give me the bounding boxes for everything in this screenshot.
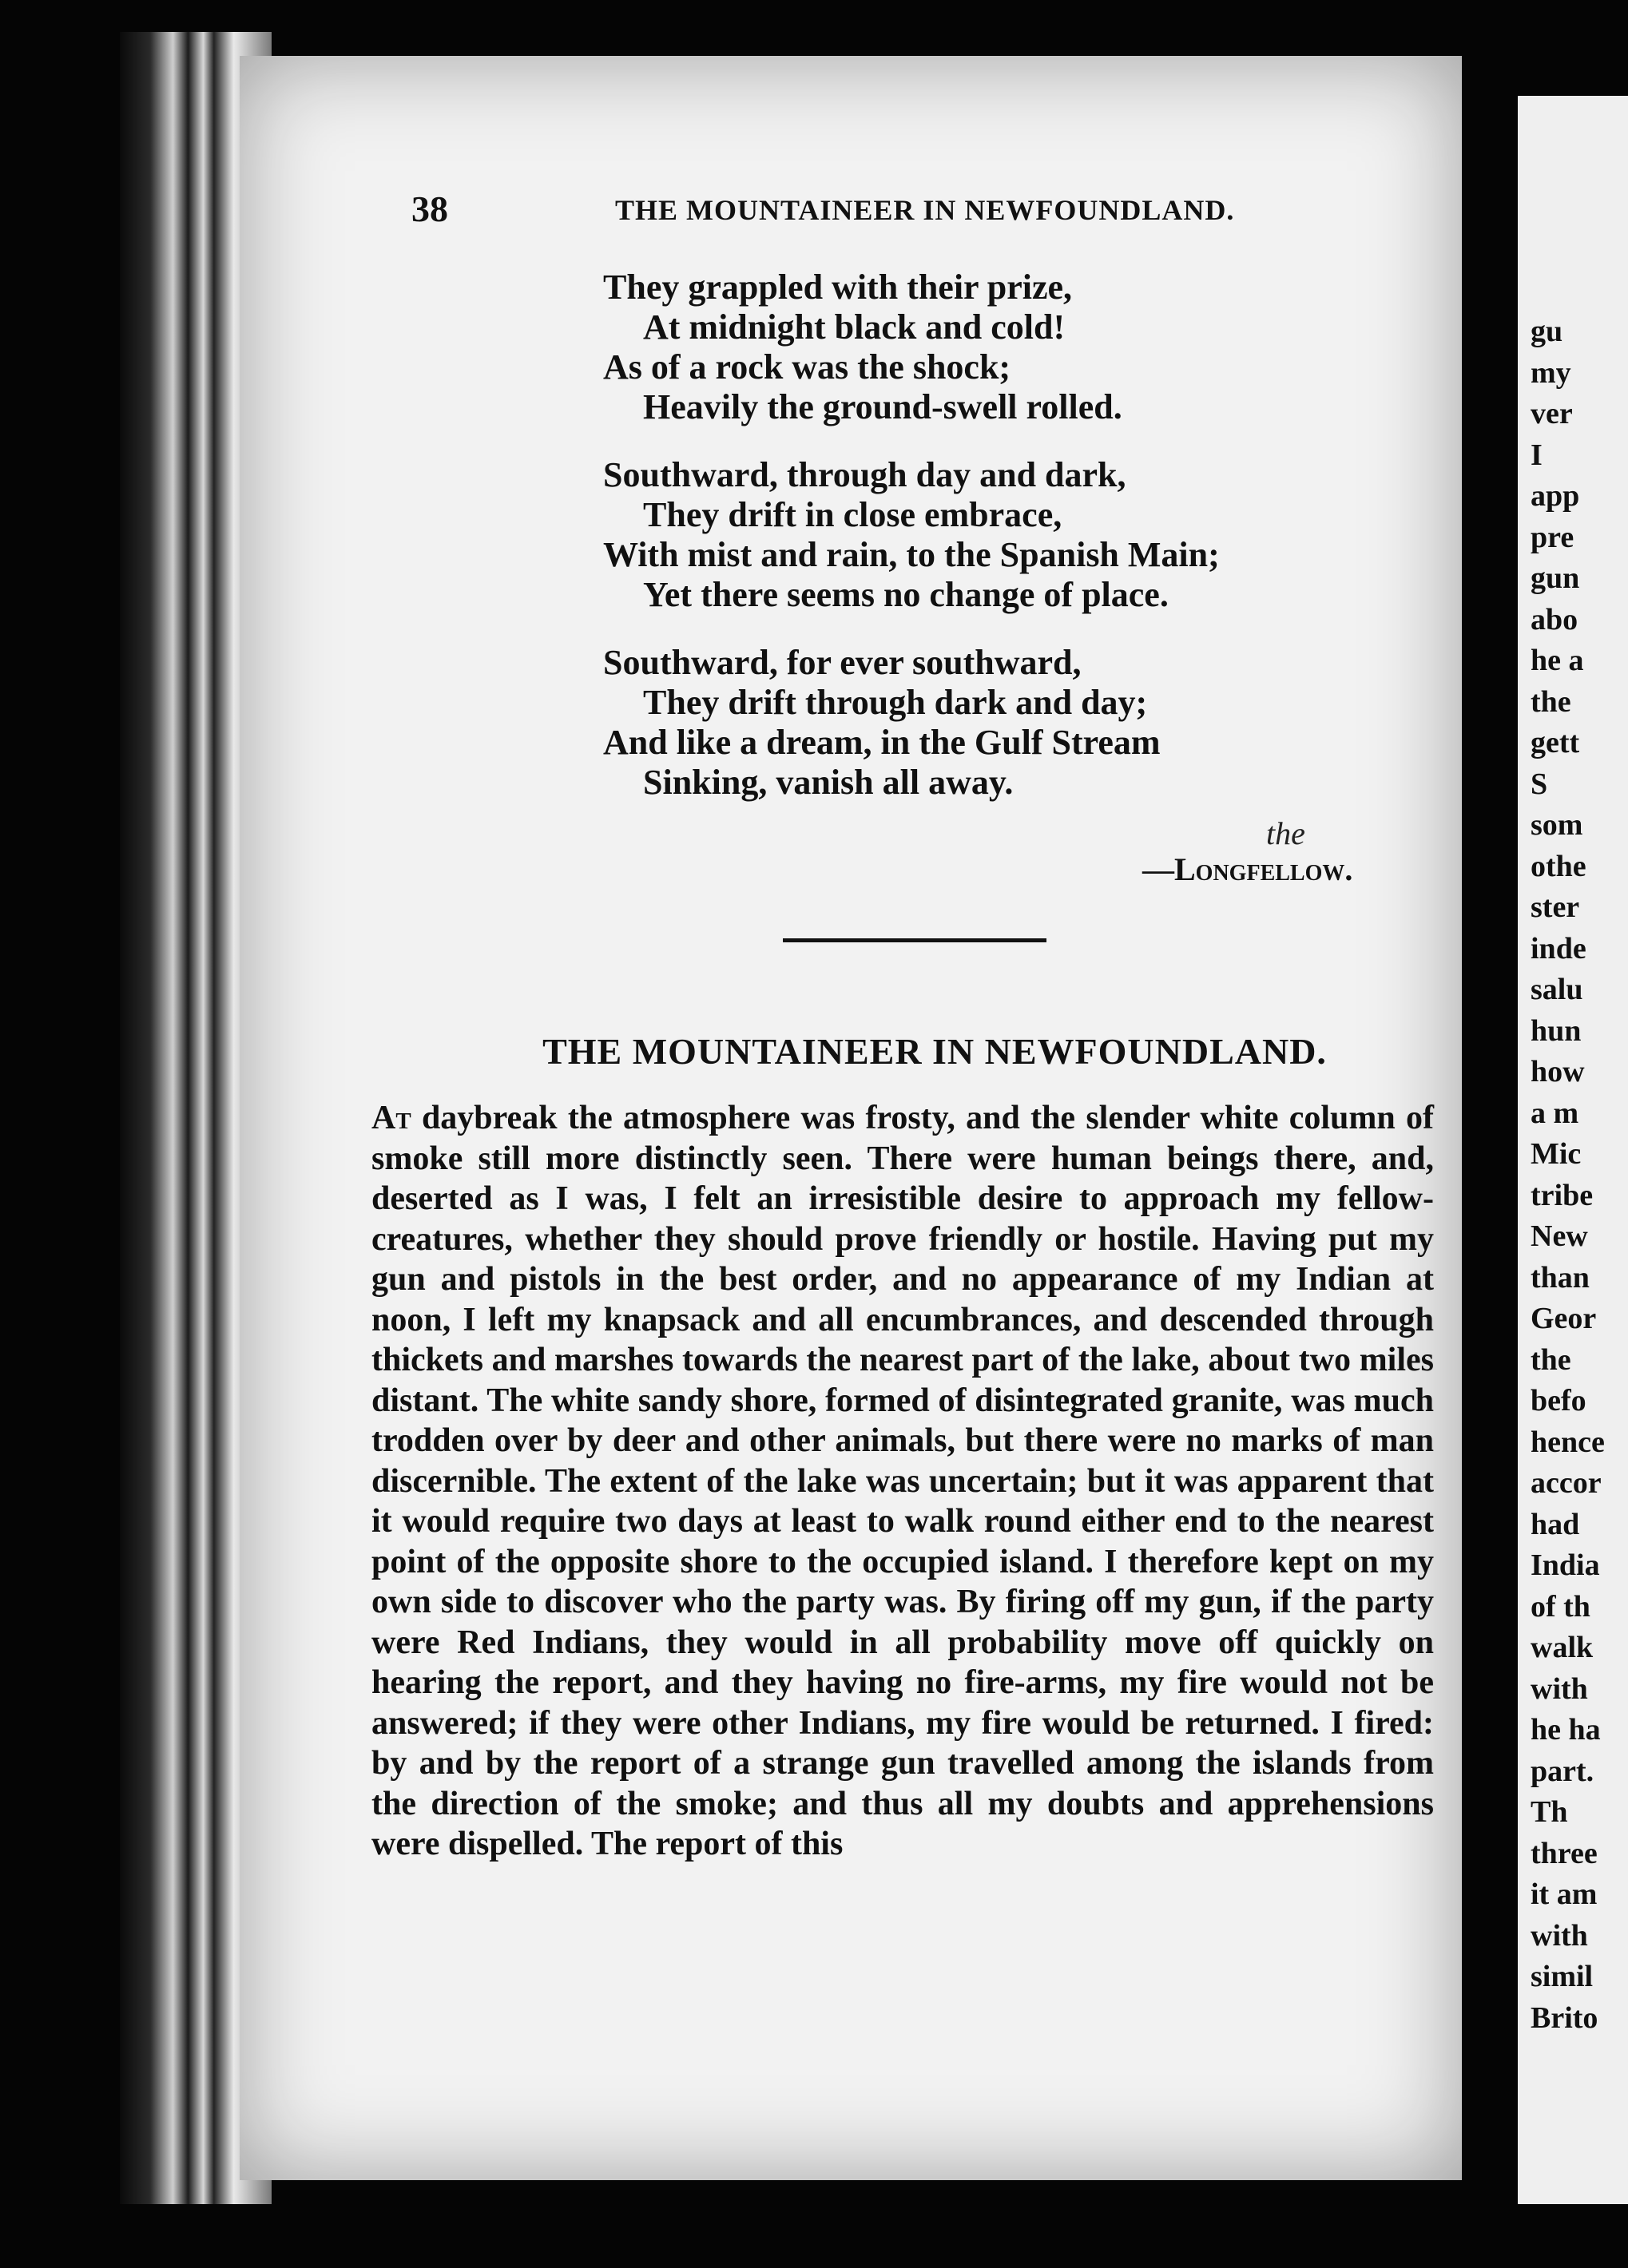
- facing-page-fragment: the: [1531, 1342, 1571, 1377]
- poem-line: With mist and rain, to the Spanish Main;: [603, 535, 1220, 574]
- facing-page-fragment: simil: [1531, 1960, 1594, 1993]
- poem-line: They drift in close embrace,: [643, 495, 1062, 534]
- poem-line: They grappled with their prize,: [603, 268, 1073, 307]
- facing-page-fragment: he a: [1531, 644, 1584, 677]
- facing-page-fragment: I: [1531, 438, 1543, 472]
- facing-page-fragment: accor: [1531, 1466, 1602, 1500]
- facing-page-fragment: tribe: [1531, 1178, 1594, 1212]
- facing-page-text: [1518, 311, 1605, 2039]
- facing-page-fragment: app: [1531, 479, 1580, 513]
- facing-page-fragment: gett: [1531, 726, 1580, 759]
- facing-page-fragment: three: [1531, 1836, 1598, 1870]
- facing-page-fragment: than: [1531, 1260, 1590, 1295]
- facing-page-fragment: Th: [1531, 1795, 1568, 1829]
- facing-page-fragment: ster: [1531, 890, 1580, 924]
- facing-page-fragment: Brito: [1531, 2000, 1598, 2035]
- facing-page-fragment: he ha: [1531, 1713, 1601, 1747]
- article-body: [371, 1098, 1434, 1865]
- facing-page-fragment: gun: [1531, 561, 1580, 595]
- poem-line: Southward, for ever southward,: [603, 643, 1082, 682]
- poem-stanza: [603, 643, 1220, 803]
- poem-line: Heavily the ground-swell rolled.: [643, 387, 1122, 426]
- facing-page-fragment: Geor: [1531, 1302, 1597, 1335]
- facing-page-fragment: inde: [1531, 931, 1586, 965]
- facing-page-fragment: part.: [1531, 1754, 1594, 1788]
- running-head: THE MOUNTAINEER IN NEWFOUNDLAND.: [615, 194, 1235, 226]
- opening-word: At: [371, 1100, 411, 1136]
- facing-page-fragment: the: [1531, 684, 1571, 719]
- article-title: THE MOUNTAINEER IN NEWFOUNDLAND.: [542, 1031, 1327, 1072]
- facing-page-fragment: abo: [1531, 602, 1578, 636]
- facing-page-fragment: othe: [1531, 849, 1586, 883]
- facing-page-fragment: how: [1531, 1055, 1585, 1088]
- poem-attribution: —Longfellow.: [1142, 851, 1353, 887]
- facing-page-fragment: S: [1531, 767, 1548, 801]
- book-page: [240, 56, 1462, 2180]
- facing-page-fragment: with: [1531, 1671, 1588, 1706]
- poem: [603, 268, 1220, 831]
- poem-line: Southward, through day and dark,: [603, 455, 1126, 494]
- section-divider: [783, 938, 1046, 942]
- facing-page-fragment: pre: [1531, 520, 1574, 554]
- poem-line: Sinking, vanish all away.: [643, 763, 1014, 802]
- poem-line: Yet there seems no change of place.: [643, 575, 1169, 614]
- facing-page-fragment: walk: [1531, 1631, 1594, 1664]
- facing-page-fragment: som: [1531, 808, 1583, 842]
- poem-line: They drift through dark and day;: [643, 683, 1148, 722]
- facing-page-fragment: Mic: [1531, 1137, 1582, 1171]
- poem-line: At midnight black and cold!: [643, 307, 1066, 347]
- facing-page-fragment: salu: [1531, 973, 1583, 1006]
- facing-page-fragment: India: [1531, 1548, 1600, 1582]
- facing-page-fragment: with: [1531, 1918, 1588, 1953]
- facing-page-fragment: had: [1531, 1507, 1580, 1541]
- facing-page-fragment: befo: [1531, 1384, 1586, 1418]
- facing-page-fragment: New: [1531, 1219, 1588, 1253]
- facing-page-fragment: of th: [1531, 1589, 1590, 1624]
- facing-page-fragment: my: [1531, 355, 1571, 390]
- facing-page-fragment: a m: [1531, 1096, 1579, 1130]
- poem-stanza: [603, 455, 1220, 615]
- facing-page: [1518, 96, 1628, 2204]
- facing-page-fragment: gu: [1531, 315, 1563, 348]
- facing-page-fragment: ver: [1531, 397, 1573, 430]
- poem-stanza: [603, 268, 1220, 427]
- handwritten-note: the: [1266, 815, 1305, 851]
- facing-page-fragment: hun: [1531, 1013, 1582, 1048]
- page-number: 38: [411, 188, 448, 229]
- facing-page-fragment: it am: [1531, 1877, 1598, 1911]
- article-body-text: daybreak the atmosphere was frosty, and the slender white column of smoke still more distinctly seen. There were human beings there, and, deserted as I was, I felt an irresistible desire to approach my fellow-creatures, whether they should prove friendly or hostile. Having put my gun and pistols in the best order, and no appearance of my Indian at noon, I left my knapsack and all encumbrances, and descended through thickets and marshes towards the nearest part of the lake, about two miles distant. The white sandy shore, formed of disintegrated granite, was much trodden over by deer and other animals, but there were no marks of man discernible. The extent of the lake was uncertain; but it was apparent that it would require two days at least to walk round either end to the nearest point of the opposite shore to the occupied island. I therefore kept on my own side to discover who the party was. By firing off my gun, if the party were Red Indians, they would in all probability move off quickly on hearing the report, and they having no fire-arms, my fire would not be answered; if they were other Indians, my fire would be returned. I fired: by and by the report of a strange gun travelled among the islands from the direction of the smoke; and thus all my doubts and apprehensions were dispelled. The report of this: [371, 1100, 1434, 1862]
- facing-page-fragment: hence: [1531, 1425, 1605, 1459]
- poem-line: And like a dream, in the Gulf Stream: [603, 723, 1161, 762]
- poem-line: As of a rock was the shock;: [603, 347, 1011, 387]
